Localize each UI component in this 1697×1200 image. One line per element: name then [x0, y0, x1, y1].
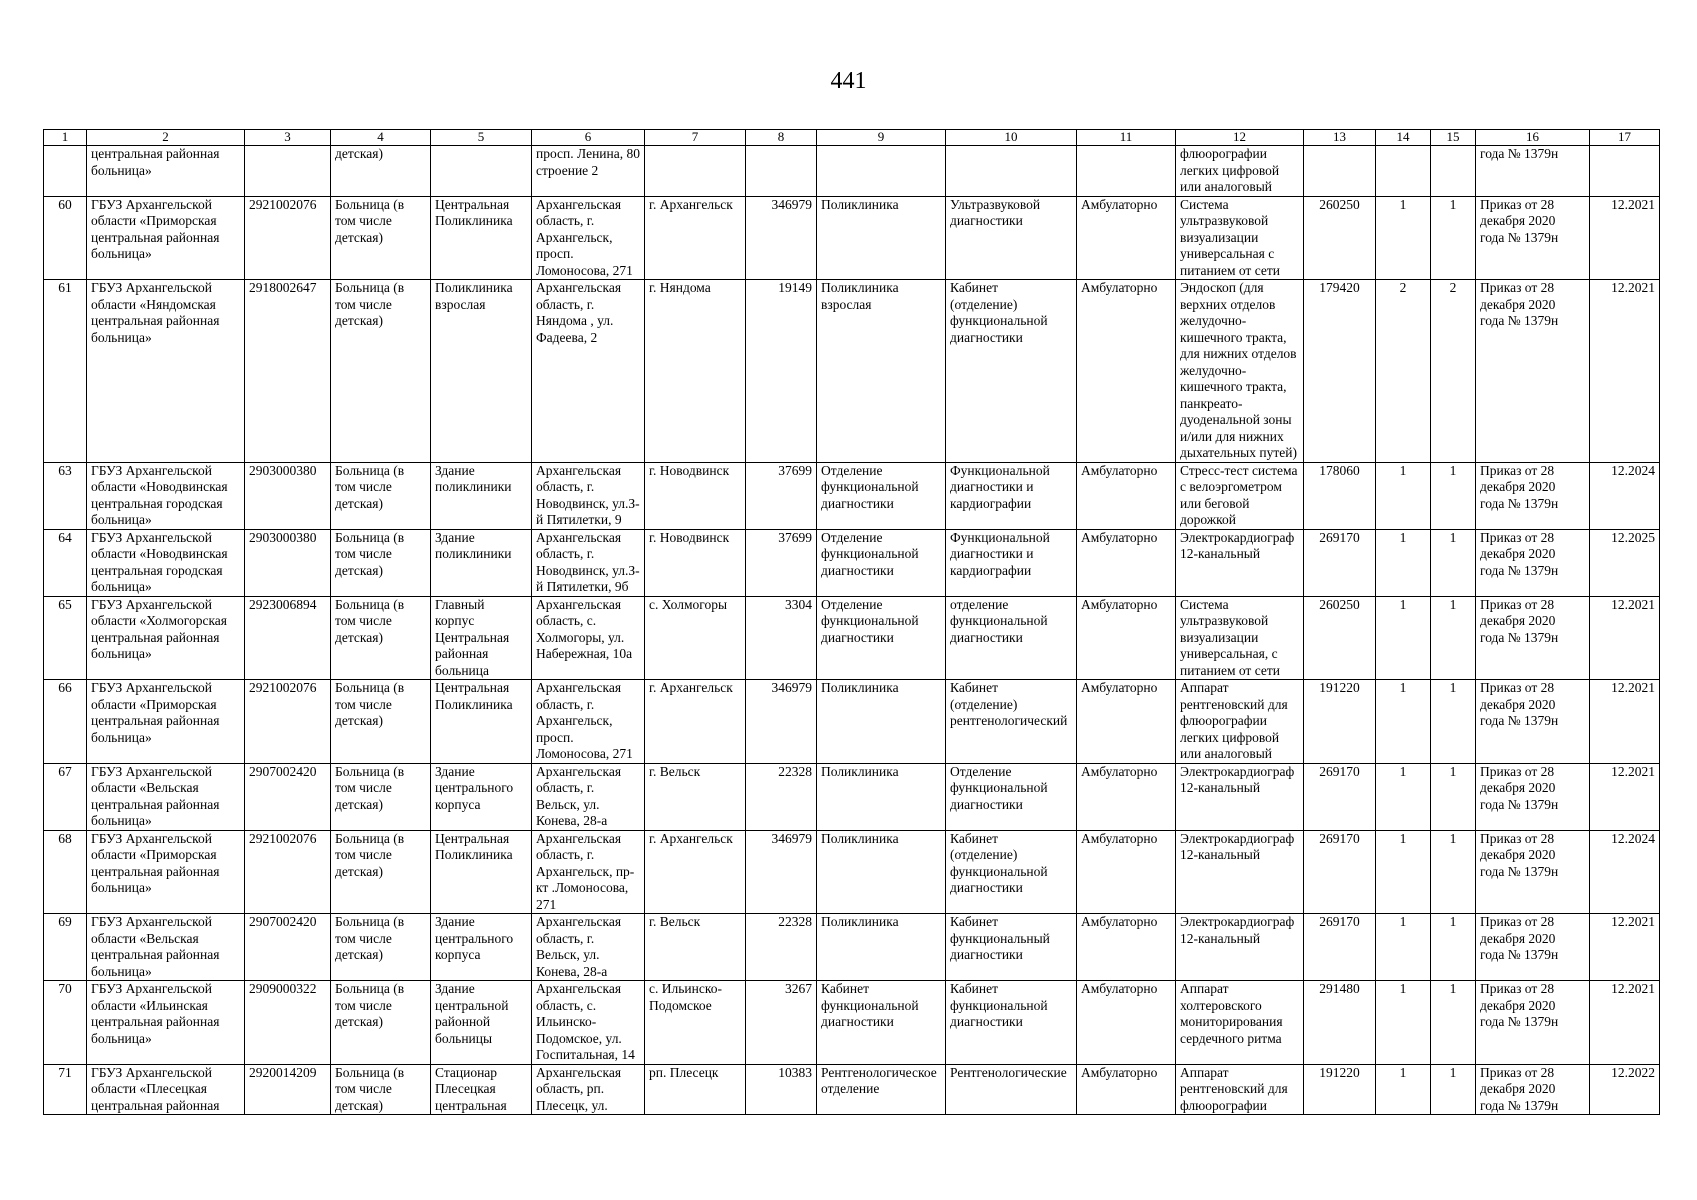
table-cell-col-2: ГБУЗ Архангельской области «Плесецкая центральная районная	[87, 1064, 245, 1115]
table-cell-col-1: 69	[44, 914, 87, 981]
table-cell-col-7: г. Новодвинск	[645, 462, 746, 529]
column-number-header: 3	[245, 130, 331, 146]
table-cell-col-17: 12.2024	[1590, 462, 1660, 529]
table-cell-col-12: Электрокардиограф 12-канальный	[1176, 763, 1304, 830]
table-cell-col-12: Аппарат холтеровского мониторирования сердечного ритма	[1176, 981, 1304, 1065]
table-cell-col-10	[946, 146, 1077, 197]
table-cell-col-11: Амбулаторно	[1077, 1064, 1176, 1115]
table-cell-col-2: центральная районная больница»	[87, 146, 245, 197]
table-cell-col-14: 1	[1376, 914, 1431, 981]
table-cell-col-17: 12.2021	[1590, 280, 1660, 463]
table-cell-col-3: 2903000380	[245, 529, 331, 596]
table-cell-col-11: Амбулаторно	[1077, 529, 1176, 596]
table-cell-col-5: Здание поликлиники	[431, 462, 532, 529]
table-cell-col-6: Архангельская область, г. Архангельск, пр- кт .Ломоносова, 271	[532, 830, 645, 914]
table-cell-col-9: Отделение функциональной диагностики	[817, 596, 946, 680]
table-cell-col-17: 12.2021	[1590, 981, 1660, 1065]
table-cell-col-11: Амбулаторно	[1077, 981, 1176, 1065]
table-cell-col-13: 178060	[1304, 462, 1376, 529]
table-row	[44, 596, 1660, 680]
table-cell-col-9: Рентгенологическое отделение	[817, 1064, 946, 1115]
table-cell-col-6: Архангельская область, г. Новодвинск, ул.З- й Пятилетки, 9	[532, 462, 645, 529]
table-cell-col-2: ГБУЗ Архангельской области «Приморская центральная районная больница»	[87, 196, 245, 280]
table-cell-col-12: Электрокардиограф 12-канальный	[1176, 830, 1304, 914]
table-cell-col-4: Больница (в том числе детская)	[331, 914, 431, 981]
table-cell-col-13: 260250	[1304, 196, 1376, 280]
table-cell-col-7: рп. Плесецк	[645, 1064, 746, 1115]
table-cell-col-14: 1	[1376, 981, 1431, 1065]
table-cell-col-5: Центральная Поликлиника	[431, 830, 532, 914]
table-cell-col-10: Ультразвуковой диагностики	[946, 196, 1077, 280]
table-cell-col-15: 1	[1431, 1064, 1476, 1115]
table-cell-col-16: Приказ от 28 декабря 2020 года № 1379н	[1476, 529, 1590, 596]
table-cell-col-16: Приказ от 28 декабря 2020 года № 1379н	[1476, 830, 1590, 914]
table-cell-col-6: Архангельская область, г. Вельск, ул. Конева, 28-а	[532, 763, 645, 830]
table-cell-col-5: Стационар Плесецкая центральная	[431, 1064, 532, 1115]
table-row	[44, 1064, 1660, 1115]
table-row	[44, 763, 1660, 830]
table-cell-col-13	[1304, 146, 1376, 197]
table-cell-col-12: Система ультразвуковой визуализации универсальная с питанием от сети	[1176, 196, 1304, 280]
column-number-header: 17	[1590, 130, 1660, 146]
table-cell-col-9	[817, 146, 946, 197]
table-cell-col-4: Больница (в том числе детская)	[331, 280, 431, 463]
table-cell-col-2: ГБУЗ Архангельской области «Холмогорская центральная районная больница»	[87, 596, 245, 680]
table-cell-col-8: 37699	[746, 462, 817, 529]
table-cell-col-14: 1	[1376, 1064, 1431, 1115]
table-cell-col-8: 22328	[746, 763, 817, 830]
table-cell-col-1: 60	[44, 196, 87, 280]
table-cell-col-14: 1	[1376, 680, 1431, 764]
table-cell-col-15: 1	[1431, 462, 1476, 529]
table-cell-col-5: Центральная Поликлиника	[431, 196, 532, 280]
table-cell-col-15: 1	[1431, 981, 1476, 1065]
table-row	[44, 830, 1660, 914]
column-number-header: 1	[44, 130, 87, 146]
table-cell-col-8: 22328	[746, 914, 817, 981]
table-cell-col-8: 346979	[746, 196, 817, 280]
table-cell-col-8: 3304	[746, 596, 817, 680]
table-cell-col-15: 1	[1431, 680, 1476, 764]
table-cell-col-15	[1431, 146, 1476, 197]
table-cell-col-12: Стресс-тест система с велоэргометром или беговой дорожкой	[1176, 462, 1304, 529]
table-cell-col-3: 2907002420	[245, 914, 331, 981]
table-cell-col-16: Приказ от 28 декабря 2020 года № 1379н	[1476, 596, 1590, 680]
table-cell-col-13: 269170	[1304, 830, 1376, 914]
table-cell-col-1: 65	[44, 596, 87, 680]
table-cell-col-16: Приказ от 28 декабря 2020 года № 1379н	[1476, 981, 1590, 1065]
table-cell-col-5: Здание центрального корпуса	[431, 763, 532, 830]
table-row	[44, 196, 1660, 280]
table-cell-col-3: 2918002647	[245, 280, 331, 463]
table-cell-col-17	[1590, 146, 1660, 197]
table-cell-col-7	[645, 146, 746, 197]
table-cell-col-1: 70	[44, 981, 87, 1065]
table-cell-col-7: г. Вельск	[645, 763, 746, 830]
table-cell-col-5: Здание центрального корпуса	[431, 914, 532, 981]
table-cell-col-6: Архангельская область, г. Архангельск, просп. Ломоносова, 271	[532, 196, 645, 280]
table-row	[44, 529, 1660, 596]
table-cell-col-16: Приказ от 28 декабря 2020 года № 1379н	[1476, 280, 1590, 463]
table-cell-col-17: 12.2021	[1590, 596, 1660, 680]
table-cell-col-8: 346979	[746, 830, 817, 914]
table-cell-col-7: г. Архангельск	[645, 830, 746, 914]
column-number-header: 11	[1077, 130, 1176, 146]
table-cell-col-3: 2921002076	[245, 830, 331, 914]
table-cell-col-11: Амбулаторно	[1077, 596, 1176, 680]
table-cell-col-16: года № 1379н	[1476, 146, 1590, 197]
table-cell-col-11: Амбулаторно	[1077, 763, 1176, 830]
table-cell-col-9: Поликлиника взрослая	[817, 280, 946, 463]
table-cell-col-13: 260250	[1304, 596, 1376, 680]
table-row	[44, 914, 1660, 981]
table-cell-col-10: Рентгенологические	[946, 1064, 1077, 1115]
table-cell-col-7: г. Няндома	[645, 280, 746, 463]
column-number-header: 10	[946, 130, 1077, 146]
table-row	[44, 981, 1660, 1065]
table-cell-col-15: 2	[1431, 280, 1476, 463]
table-cell-col-1: 68	[44, 830, 87, 914]
table-cell-col-4: Больница (в том числе детская)	[331, 830, 431, 914]
column-number-header: 12	[1176, 130, 1304, 146]
table-cell-col-12: флюорографии легких цифровой или аналоговый	[1176, 146, 1304, 197]
column-number-header: 9	[817, 130, 946, 146]
table-cell-col-5: Главный корпус Центральная районная больница	[431, 596, 532, 680]
table-cell-col-10: Кабинет (отделение) функциональной диагностики	[946, 830, 1077, 914]
table-cell-col-6: Архангельская область, с. Ильинско- Подомское, ул. Госпитальная, 14	[532, 981, 645, 1065]
table-cell-col-11	[1077, 146, 1176, 197]
table-cell-col-5: Поликлиника взрослая	[431, 280, 532, 463]
table-cell-col-3: 2920014209	[245, 1064, 331, 1115]
column-number-header: 2	[87, 130, 245, 146]
table-cell-col-1: 61	[44, 280, 87, 463]
table-cell-col-12: Эндоскоп (для верхних отделов желудочно- кишечного тракта, для нижних отделов желудочно- кишечного тракта, панкреато- дуоденальной зоны и/или для нижних дыхательных путей)	[1176, 280, 1304, 463]
table-cell-col-1: 64	[44, 529, 87, 596]
table-cell-col-4: Больница (в том числе детская)	[331, 462, 431, 529]
table-cell-col-4: Больница (в том числе детская)	[331, 1064, 431, 1115]
column-number-row	[44, 130, 1660, 146]
column-number-header: 13	[1304, 130, 1376, 146]
table-cell-col-6: Архангельская область, г. Вельск, ул. Конева, 28-а	[532, 914, 645, 981]
table-cell-col-7: с. Холмогоры	[645, 596, 746, 680]
table-cell-col-1: 67	[44, 763, 87, 830]
table-cell-col-3: 2909000322	[245, 981, 331, 1065]
table-cell-col-6: Архангельская область, с. Холмогоры, ул. Набережная, 10а	[532, 596, 645, 680]
table-cell-col-13: 291480	[1304, 981, 1376, 1065]
table-cell-col-2: ГБУЗ Архангельской области «Приморская центральная районная больница»	[87, 830, 245, 914]
table-cell-col-2: ГБУЗ Архангельской области «Приморская центральная районная больница»	[87, 680, 245, 764]
table-cell-col-6: Архангельская область, г. Архангельск, просп. Ломоносова, 271	[532, 680, 645, 764]
table-cell-col-7: г. Новодвинск	[645, 529, 746, 596]
table-cell-col-9: Отделение функциональной диагностики	[817, 529, 946, 596]
table-body	[44, 146, 1660, 1115]
table-cell-col-5: Центральная Поликлиника	[431, 680, 532, 764]
table-cell-col-4: Больница (в том числе детская)	[331, 763, 431, 830]
table-cell-col-4: детская)	[331, 146, 431, 197]
table-cell-col-12: Аппарат рентгеновский для флюорографии	[1176, 1064, 1304, 1115]
table-cell-col-14: 1	[1376, 529, 1431, 596]
table-cell-col-10: Кабинет (отделение) рентгенологический	[946, 680, 1077, 764]
table-cell-col-12: Аппарат рентгеновский для флюорографии легких цифровой или аналоговый	[1176, 680, 1304, 764]
table-cell-col-16: Приказ от 28 декабря 2020 года № 1379н	[1476, 1064, 1590, 1115]
table-cell-col-14: 1	[1376, 596, 1431, 680]
table-cell-col-16: Приказ от 28 декабря 2020 года № 1379н	[1476, 462, 1590, 529]
table-cell-col-17: 12.2021	[1590, 914, 1660, 981]
table-cell-col-11: Амбулаторно	[1077, 914, 1176, 981]
table-cell-col-1: 71	[44, 1064, 87, 1115]
table-cell-col-6: Архангельская область, рп. Плесецк, ул.	[532, 1064, 645, 1115]
table-cell-col-8: 19149	[746, 280, 817, 463]
table-cell-col-13: 179420	[1304, 280, 1376, 463]
column-number-header: 6	[532, 130, 645, 146]
table-cell-col-3: 2907002420	[245, 763, 331, 830]
table-cell-col-10: Функциональной диагностики и кардиографии	[946, 529, 1077, 596]
table-cell-col-2: ГБУЗ Архангельской области «Вельская центральная районная больница»	[87, 914, 245, 981]
table-cell-col-8: 3267	[746, 981, 817, 1065]
table-cell-col-8	[746, 146, 817, 197]
table-cell-col-13: 269170	[1304, 529, 1376, 596]
table-row	[44, 280, 1660, 463]
table-cell-col-5	[431, 146, 532, 197]
table-cell-col-16: Приказ от 28 декабря 2020 года № 1379н	[1476, 196, 1590, 280]
table-cell-col-13: 191220	[1304, 680, 1376, 764]
table-cell-col-15: 1	[1431, 529, 1476, 596]
table-cell-col-10: Отделение функциональной диагностики	[946, 763, 1077, 830]
table-cell-col-2: ГБУЗ Архангельской области «Вельская центральная районная больница»	[87, 763, 245, 830]
table-cell-col-8: 346979	[746, 680, 817, 764]
table-cell-col-3: 2921002076	[245, 196, 331, 280]
table-cell-col-12: Электрокардиограф 12-канальный	[1176, 914, 1304, 981]
table-cell-col-8: 10383	[746, 1064, 817, 1115]
table-cell-col-8: 37699	[746, 529, 817, 596]
table-cell-col-12: Электрокардиограф 12-канальный	[1176, 529, 1304, 596]
table-cell-col-5: Здание центральной районной больницы	[431, 981, 532, 1065]
table-cell-col-17: 12.2021	[1590, 196, 1660, 280]
table-cell-col-10: Функциональной диагностики и кардиографии	[946, 462, 1077, 529]
table-cell-col-9: Поликлиника	[817, 680, 946, 764]
column-number-header: 4	[331, 130, 431, 146]
table-cell-col-15: 1	[1431, 763, 1476, 830]
table-cell-col-16: Приказ от 28 декабря 2020 года № 1379н	[1476, 914, 1590, 981]
table-cell-col-6: Архангельская область, г. Новодвинск, ул.З- й Пятилетки, 9б	[532, 529, 645, 596]
equipment-register-table	[43, 129, 1660, 1115]
table-cell-col-15: 1	[1431, 830, 1476, 914]
table-cell-col-4: Больница (в том числе детская)	[331, 981, 431, 1065]
table-cell-col-14	[1376, 146, 1431, 197]
table-row	[44, 680, 1660, 764]
table-row	[44, 462, 1660, 529]
table-cell-col-4: Больница (в том числе детская)	[331, 529, 431, 596]
column-number-header: 15	[1431, 130, 1476, 146]
table-cell-col-16: Приказ от 28 декабря 2020 года № 1379н	[1476, 763, 1590, 830]
column-number-header: 8	[746, 130, 817, 146]
table-cell-col-17: 12.2024	[1590, 830, 1660, 914]
table-cell-col-14: 1	[1376, 196, 1431, 280]
table-cell-col-11: Амбулаторно	[1077, 280, 1176, 463]
table-cell-col-9: Поликлиника	[817, 914, 946, 981]
table-cell-col-14: 1	[1376, 830, 1431, 914]
table-cell-col-11: Амбулаторно	[1077, 830, 1176, 914]
table-cell-col-4: Больница (в том числе детская)	[331, 680, 431, 764]
table-cell-col-2: ГБУЗ Архангельской области «Няндомская центральная районная больница»	[87, 280, 245, 463]
table-cell-col-11: Амбулаторно	[1077, 196, 1176, 280]
table-cell-col-13: 269170	[1304, 914, 1376, 981]
column-number-header: 5	[431, 130, 532, 146]
table-cell-col-3: 2923006894	[245, 596, 331, 680]
table-cell-col-16: Приказ от 28 декабря 2020 года № 1379н	[1476, 680, 1590, 764]
table-cell-col-12: Система ультразвуковой визуализации универсальная, с питанием от сети	[1176, 596, 1304, 680]
table-cell-col-15: 1	[1431, 196, 1476, 280]
column-number-header: 7	[645, 130, 746, 146]
table-cell-col-7: г. Архангельск	[645, 196, 746, 280]
table-cell-col-1: 63	[44, 462, 87, 529]
table-cell-col-4: Больница (в том числе детская)	[331, 596, 431, 680]
table-cell-col-13: 191220	[1304, 1064, 1376, 1115]
table-cell-col-10: Кабинет функциональный диагностики	[946, 914, 1077, 981]
table-cell-col-14: 1	[1376, 462, 1431, 529]
table-cell-col-9: Поликлиника	[817, 763, 946, 830]
table-cell-col-7: г. Вельск	[645, 914, 746, 981]
table-cell-col-17: 12.2021	[1590, 763, 1660, 830]
table-cell-col-7: г. Архангельск	[645, 680, 746, 764]
table-cell-col-17: 12.2021	[1590, 680, 1660, 764]
table-cell-col-4: Больница (в том числе детская)	[331, 196, 431, 280]
table-cell-col-3: 2921002076	[245, 680, 331, 764]
table-cell-col-6: Архангельская область, г. Няндома , ул. Фадеева, 2	[532, 280, 645, 463]
table-cell-col-13: 269170	[1304, 763, 1376, 830]
table-cell-col-9: Поликлиника	[817, 830, 946, 914]
table-cell-col-11: Амбулаторно	[1077, 680, 1176, 764]
table-cell-col-17: 12.2022	[1590, 1064, 1660, 1115]
table-cell-col-11: Амбулаторно	[1077, 462, 1176, 529]
page-number: 441	[830, 68, 867, 94]
table-cell-col-15: 1	[1431, 914, 1476, 981]
table-cell-col-10: отделение функциональной диагностики	[946, 596, 1077, 680]
table-cell-col-6: просп. Ленина, 80 строение 2	[532, 146, 645, 197]
table-cell-col-17: 12.2025	[1590, 529, 1660, 596]
table-cell-col-9: Кабинет функциональной диагностики	[817, 981, 946, 1065]
table-row	[44, 146, 1660, 197]
table-cell-col-3	[245, 146, 331, 197]
table-cell-col-9: Отделение функциональной диагностики	[817, 462, 946, 529]
table-cell-col-10: Кабинет функциональной диагностики	[946, 981, 1077, 1065]
table-cell-col-5: Здание поликлиники	[431, 529, 532, 596]
table-cell-col-2: ГБУЗ Архангельской области «Новодвинская центральная городская больница»	[87, 462, 245, 529]
column-number-header: 14	[1376, 130, 1431, 146]
column-number-header: 16	[1476, 130, 1590, 146]
table-cell-col-10: Кабинет (отделение) функциональной диагностики	[946, 280, 1077, 463]
table-cell-col-2: ГБУЗ Архангельской области «Ильинская центральная районная больница»	[87, 981, 245, 1065]
table-cell-col-1: 66	[44, 680, 87, 764]
table-cell-col-14: 2	[1376, 280, 1431, 463]
table-cell-col-7: с. Ильинско- Подомское	[645, 981, 746, 1065]
table-cell-col-3: 2903000380	[245, 462, 331, 529]
table-cell-col-9: Поликлиника	[817, 196, 946, 280]
table-cell-col-1	[44, 146, 87, 197]
table-cell-col-15: 1	[1431, 596, 1476, 680]
table-cell-col-2: ГБУЗ Архангельской области «Новодвинская центральная городская больница»	[87, 529, 245, 596]
table-cell-col-14: 1	[1376, 763, 1431, 830]
